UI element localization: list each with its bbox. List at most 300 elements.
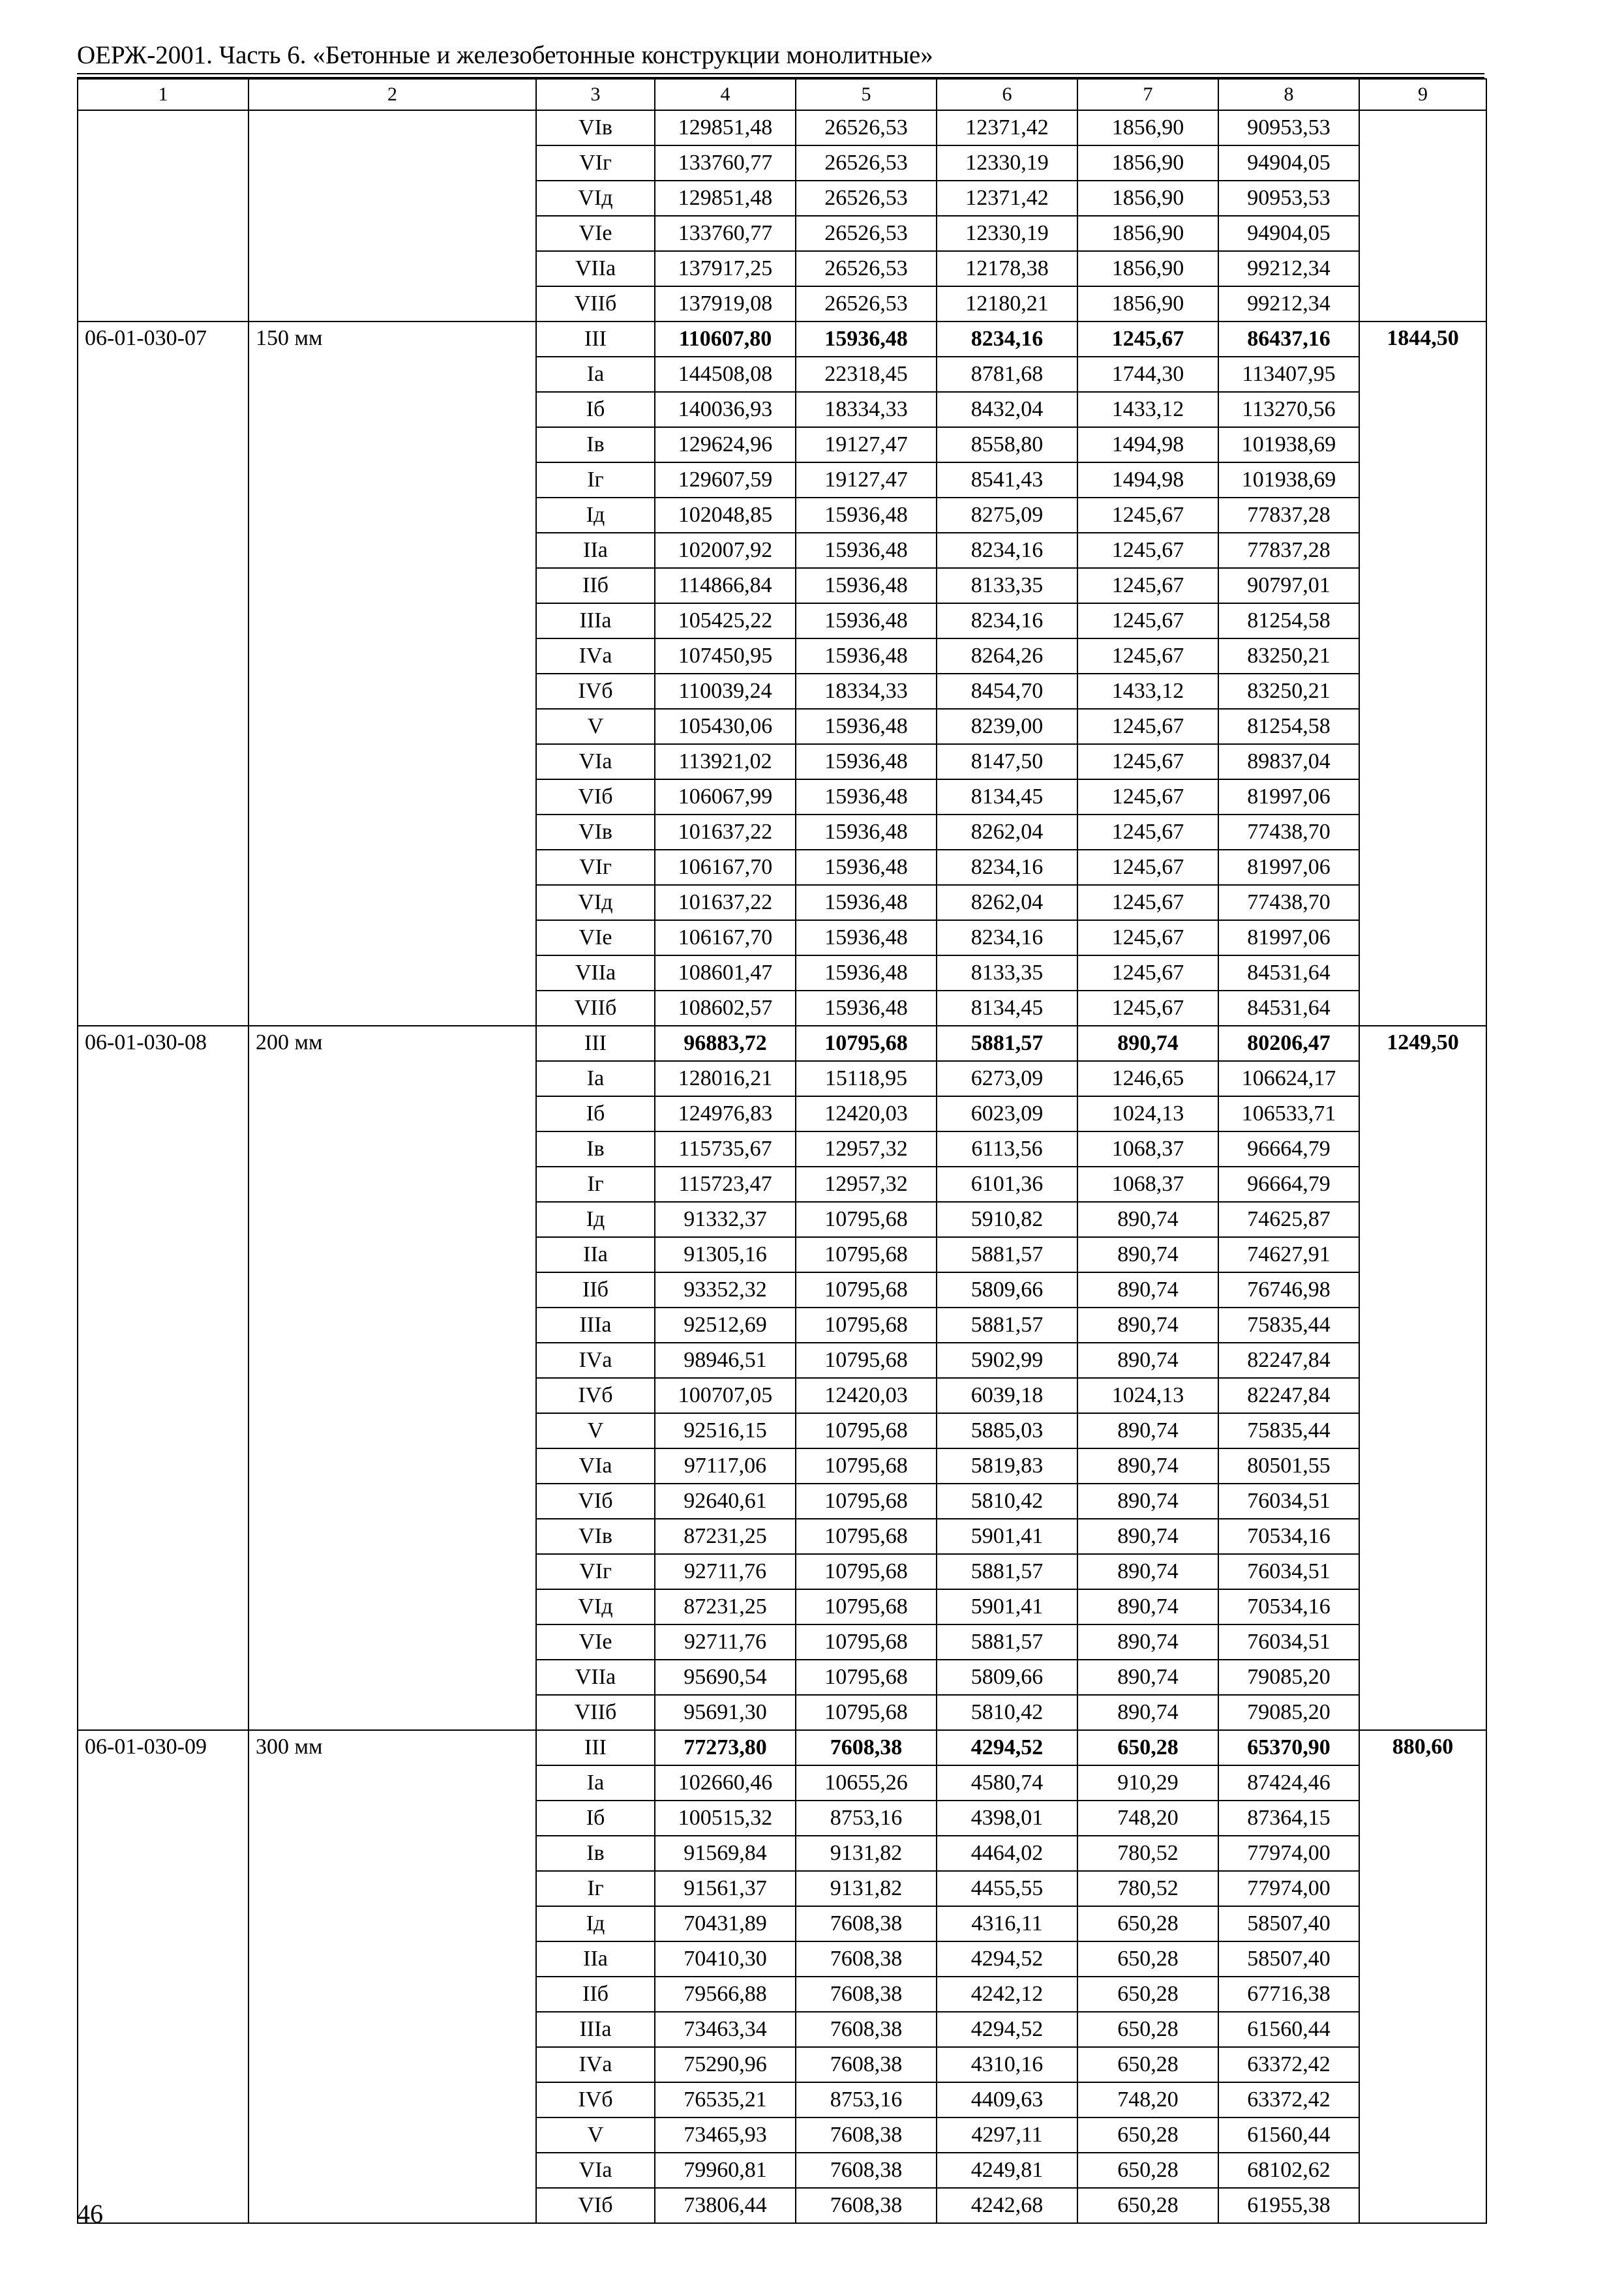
- value-cell: 10795,68: [796, 1624, 937, 1660]
- value-cell: 74625,87: [1218, 1202, 1359, 1237]
- zone-cell: VIIб: [536, 991, 655, 1026]
- zone-cell: VIв: [536, 110, 655, 145]
- value-cell: 84531,64: [1218, 991, 1359, 1026]
- zone-cell: VIг: [536, 850, 655, 885]
- value-cell: 76034,51: [1218, 1484, 1359, 1519]
- value-cell: 137919,08: [655, 286, 796, 322]
- value-cell: 8262,04: [937, 815, 1077, 850]
- value-cell: 10795,68: [796, 1660, 937, 1695]
- zone-cell: Iг: [536, 1167, 655, 1202]
- zone-cell: III: [536, 322, 655, 357]
- value-cell: 8753,16: [796, 2082, 937, 2117]
- value-cell: 113270,56: [1218, 392, 1359, 427]
- value-cell: 80206,47: [1218, 1026, 1359, 1061]
- value-cell: 8454,70: [937, 674, 1077, 709]
- value-cell: 4294,52: [937, 2012, 1077, 2047]
- value-cell: 8781,68: [937, 357, 1077, 392]
- value-cell: 87364,15: [1218, 1801, 1359, 1836]
- zone-cell: VIIа: [536, 1660, 655, 1695]
- value-cell: 7608,38: [796, 2117, 937, 2153]
- value-cell: 10795,68: [796, 1448, 937, 1484]
- value-cell: 5902,99: [937, 1343, 1077, 1378]
- value-cell: 1245,67: [1077, 638, 1218, 674]
- value-cell: 81997,06: [1218, 850, 1359, 885]
- value-cell: 81254,58: [1218, 603, 1359, 638]
- value-cell: 92640,61: [655, 1484, 796, 1519]
- zone-cell: Iа: [536, 357, 655, 392]
- value-cell: 70431,89: [655, 1906, 796, 1941]
- zone-cell: IIб: [536, 1272, 655, 1308]
- column-number-cell: 8: [1218, 79, 1359, 110]
- value-cell: 108601,47: [655, 955, 796, 991]
- value-cell: 890,74: [1077, 1308, 1218, 1343]
- value-cell: 12420,03: [796, 1378, 937, 1413]
- zone-cell: Iа: [536, 1061, 655, 1096]
- value-cell: 890,74: [1077, 1695, 1218, 1730]
- value-cell: 129607,59: [655, 462, 796, 498]
- value-cell: 73463,34: [655, 2012, 796, 2047]
- column-number-cell: 3: [536, 79, 655, 110]
- value-cell: 7608,38: [796, 2153, 937, 2188]
- value-cell: 890,74: [1077, 1484, 1218, 1519]
- zone-cell: IIIа: [536, 603, 655, 638]
- value-cell: 4294,52: [937, 1730, 1077, 1765]
- value-cell: 98946,51: [655, 1343, 796, 1378]
- column-number-cell: 4: [655, 79, 796, 110]
- value-cell: 77837,28: [1218, 498, 1359, 533]
- value-cell: 115735,67: [655, 1131, 796, 1167]
- value-cell: 129851,48: [655, 181, 796, 216]
- value-cell: 8264,26: [937, 638, 1077, 674]
- value-cell: 75835,44: [1218, 1308, 1359, 1343]
- value-cell: 1245,67: [1077, 991, 1218, 1026]
- zone-cell: IVа: [536, 2047, 655, 2082]
- value-cell: 10795,68: [796, 1237, 937, 1272]
- zone-cell: VIб: [536, 1484, 655, 1519]
- value-cell: 10795,68: [796, 1484, 937, 1519]
- zone-cell: VIд: [536, 885, 655, 920]
- value-cell: 75290,96: [655, 2047, 796, 2082]
- value-cell: 105425,22: [655, 603, 796, 638]
- value-cell: 15936,48: [796, 322, 937, 357]
- value-cell: 22318,45: [796, 357, 937, 392]
- value-cell: 4249,81: [937, 2153, 1077, 2188]
- value-cell: 91332,37: [655, 1202, 796, 1237]
- value-cell: 1856,90: [1077, 181, 1218, 216]
- table-body: [78, 79, 1486, 2223]
- zone-cell: V: [536, 1413, 655, 1448]
- value-cell: 26526,53: [796, 110, 937, 145]
- value-cell: 1245,67: [1077, 850, 1218, 885]
- column-number-cell: 7: [1077, 79, 1218, 110]
- rate-code-cell: [78, 110, 248, 322]
- zone-cell: Iв: [536, 1131, 655, 1167]
- value-cell: 650,28: [1077, 2047, 1218, 2082]
- value-cell: 7608,38: [796, 2012, 937, 2047]
- value-cell: 15936,48: [796, 744, 937, 779]
- zone-cell: III: [536, 1730, 655, 1765]
- zone-cell: VIг: [536, 145, 655, 181]
- value-cell: 99212,34: [1218, 251, 1359, 286]
- value-cell: 133760,77: [655, 216, 796, 251]
- value-cell: 5809,66: [937, 1660, 1077, 1695]
- value-cell: 79566,88: [655, 1977, 796, 2012]
- value-cell: 133760,77: [655, 145, 796, 181]
- value-cell: 102660,46: [655, 1765, 796, 1801]
- value-cell: 7608,38: [796, 2188, 937, 2223]
- value-cell: 890,74: [1077, 1343, 1218, 1378]
- value-cell: 15936,48: [796, 955, 937, 991]
- value-cell: 105430,06: [655, 709, 796, 744]
- value-cell: 8239,00: [937, 709, 1077, 744]
- value-cell: 1245,67: [1077, 744, 1218, 779]
- column-number-row: [78, 79, 1486, 110]
- zone-cell: IIа: [536, 1237, 655, 1272]
- value-cell: 1245,67: [1077, 709, 1218, 744]
- value-cell: 650,28: [1077, 1906, 1218, 1941]
- value-cell: 1245,67: [1077, 533, 1218, 568]
- value-cell: 5881,57: [937, 1624, 1077, 1660]
- value-cell: 113921,02: [655, 744, 796, 779]
- value-cell: 15936,48: [796, 533, 937, 568]
- value-cell: 650,28: [1077, 2188, 1218, 2223]
- value-cell: 8234,16: [937, 920, 1077, 955]
- header-rule-top: [77, 73, 1484, 74]
- value-cell: 75835,44: [1218, 1413, 1359, 1448]
- value-cell: 76034,51: [1218, 1624, 1359, 1660]
- zone-cell: IIIа: [536, 1308, 655, 1343]
- value-cell: 1245,67: [1077, 603, 1218, 638]
- zone-cell: VIб: [536, 779, 655, 815]
- value-cell: 650,28: [1077, 1730, 1218, 1765]
- value-cell: 1245,67: [1077, 920, 1218, 955]
- value-cell: 5881,57: [937, 1554, 1077, 1589]
- value-cell: 129851,48: [655, 110, 796, 145]
- zone-cell: VIа: [536, 1448, 655, 1484]
- zone-cell: Iв: [536, 427, 655, 462]
- value-cell: 9131,82: [796, 1871, 937, 1906]
- value-cell: 9131,82: [796, 1836, 937, 1871]
- value-cell: 4310,16: [937, 2047, 1077, 2082]
- value-cell: 4297,11: [937, 2117, 1077, 2153]
- value-cell: 15936,48: [796, 638, 937, 674]
- zone-cell: VIIа: [536, 955, 655, 991]
- value-cell: 890,74: [1077, 1589, 1218, 1624]
- value-cell: 4409,63: [937, 2082, 1077, 2117]
- value-cell: 6023,09: [937, 1096, 1077, 1131]
- value-cell: 79085,20: [1218, 1695, 1359, 1730]
- value-cell: 15936,48: [796, 815, 937, 850]
- value-cell: 8432,04: [937, 392, 1077, 427]
- value-cell: 8234,16: [937, 533, 1077, 568]
- value-cell: 8147,50: [937, 744, 1077, 779]
- value-cell: 92711,76: [655, 1624, 796, 1660]
- value-cell: 26526,53: [796, 145, 937, 181]
- value-cell: 26526,53: [796, 216, 937, 251]
- value-cell: 12371,42: [937, 110, 1077, 145]
- zone-cell: IVа: [536, 1343, 655, 1378]
- value-cell: 95691,30: [655, 1695, 796, 1730]
- zone-cell: IVб: [536, 2082, 655, 2117]
- value-cell: 73465,93: [655, 2117, 796, 2153]
- value-cell: 7608,38: [796, 1941, 937, 1977]
- value-cell: 110607,80: [655, 322, 796, 357]
- zone-cell: VIа: [536, 2153, 655, 2188]
- zone-cell: IIIа: [536, 2012, 655, 2047]
- table-row: [78, 1730, 1486, 1765]
- value-cell: 115723,47: [655, 1167, 796, 1202]
- value-cell: 5881,57: [937, 1026, 1077, 1061]
- value-cell: 15936,48: [796, 920, 937, 955]
- value-cell: 93352,32: [655, 1272, 796, 1308]
- zone-cell: VIIб: [536, 1695, 655, 1730]
- value-cell: 4294,52: [937, 1941, 1077, 1977]
- column-9-cell: [1359, 1026, 1486, 1730]
- zone-cell: VIг: [536, 1554, 655, 1589]
- value-cell: 26526,53: [796, 286, 937, 322]
- value-cell: 1245,67: [1077, 885, 1218, 920]
- value-cell: 95690,54: [655, 1660, 796, 1695]
- value-cell: 1494,98: [1077, 462, 1218, 498]
- value-cell: 8234,16: [937, 850, 1077, 885]
- value-cell: 6113,56: [937, 1131, 1077, 1167]
- column-9-value: 1249,50: [1387, 1030, 1459, 1055]
- value-cell: 1068,37: [1077, 1131, 1218, 1167]
- value-cell: 87231,25: [655, 1519, 796, 1554]
- column-number-cell: 2: [248, 79, 536, 110]
- value-cell: 12957,32: [796, 1167, 937, 1202]
- value-cell: 12180,21: [937, 286, 1077, 322]
- value-cell: 26526,53: [796, 251, 937, 286]
- value-cell: 108602,57: [655, 991, 796, 1026]
- value-cell: 67716,38: [1218, 1977, 1359, 2012]
- value-cell: 80501,55: [1218, 1448, 1359, 1484]
- value-cell: 10795,68: [796, 1026, 937, 1061]
- value-cell: 1024,13: [1077, 1096, 1218, 1131]
- value-cell: 58507,40: [1218, 1906, 1359, 1941]
- value-cell: 10795,68: [796, 1202, 937, 1237]
- rate-code-cell: 06-01-030-07: [78, 322, 248, 1026]
- value-cell: 94904,05: [1218, 145, 1359, 181]
- value-cell: 1245,67: [1077, 322, 1218, 357]
- value-cell: 18334,33: [796, 392, 937, 427]
- value-cell: 10795,68: [796, 1343, 937, 1378]
- value-cell: 79085,20: [1218, 1660, 1359, 1695]
- value-cell: 94904,05: [1218, 216, 1359, 251]
- value-cell: 82247,84: [1218, 1378, 1359, 1413]
- table-row: [78, 110, 1486, 145]
- value-cell: 890,74: [1077, 1272, 1218, 1308]
- value-cell: 5881,57: [937, 1237, 1077, 1272]
- value-cell: 1245,67: [1077, 955, 1218, 991]
- value-cell: 650,28: [1077, 1941, 1218, 1977]
- value-cell: 10795,68: [796, 1554, 937, 1589]
- value-cell: 10795,68: [796, 1272, 937, 1308]
- value-cell: 1245,67: [1077, 568, 1218, 603]
- value-cell: 113407,95: [1218, 357, 1359, 392]
- zone-cell: V: [536, 709, 655, 744]
- column-9-cell: [1359, 110, 1486, 322]
- value-cell: 7608,38: [796, 1906, 937, 1941]
- value-cell: 92516,15: [655, 1413, 796, 1448]
- rate-code-cell: 06-01-030-09: [78, 1730, 248, 2223]
- value-cell: 5810,42: [937, 1484, 1077, 1519]
- value-cell: 10795,68: [796, 1695, 937, 1730]
- value-cell: 1856,90: [1077, 286, 1218, 322]
- value-cell: 102007,92: [655, 533, 796, 568]
- value-cell: 748,20: [1077, 2082, 1218, 2117]
- zone-cell: V: [536, 2117, 655, 2153]
- value-cell: 140036,93: [655, 392, 796, 427]
- value-cell: 81997,06: [1218, 779, 1359, 815]
- zone-cell: Iг: [536, 462, 655, 498]
- value-cell: 650,28: [1077, 1977, 1218, 2012]
- column-number-cell: 5: [796, 79, 937, 110]
- value-cell: 81254,58: [1218, 709, 1359, 744]
- value-cell: 5881,57: [937, 1308, 1077, 1343]
- zone-cell: Iб: [536, 392, 655, 427]
- zone-cell: Iг: [536, 1871, 655, 1906]
- value-cell: 63372,42: [1218, 2082, 1359, 2117]
- value-cell: 101637,22: [655, 815, 796, 850]
- value-cell: 15936,48: [796, 991, 937, 1026]
- value-cell: 1856,90: [1077, 216, 1218, 251]
- value-cell: 8541,43: [937, 462, 1077, 498]
- value-cell: 77438,70: [1218, 885, 1359, 920]
- value-cell: 780,52: [1077, 1836, 1218, 1871]
- zone-cell: VIд: [536, 1589, 655, 1624]
- value-cell: 96664,79: [1218, 1131, 1359, 1167]
- zone-cell: IIа: [536, 1941, 655, 1977]
- value-cell: 7608,38: [796, 1977, 937, 2012]
- value-cell: 18334,33: [796, 674, 937, 709]
- zone-cell: III: [536, 1026, 655, 1061]
- value-cell: 106167,70: [655, 920, 796, 955]
- value-cell: 4242,68: [937, 2188, 1077, 2223]
- value-cell: 90953,53: [1218, 181, 1359, 216]
- zone-cell: VIе: [536, 216, 655, 251]
- value-cell: 90797,01: [1218, 568, 1359, 603]
- value-cell: 65370,90: [1218, 1730, 1359, 1765]
- value-cell: 76034,51: [1218, 1554, 1359, 1589]
- value-cell: 77974,00: [1218, 1836, 1359, 1871]
- value-cell: 12330,19: [937, 216, 1077, 251]
- value-cell: 5885,03: [937, 1413, 1077, 1448]
- value-cell: 1856,90: [1077, 145, 1218, 181]
- value-cell: 63372,42: [1218, 2047, 1359, 2082]
- value-cell: 92512,69: [655, 1308, 796, 1343]
- value-cell: 890,74: [1077, 1237, 1218, 1272]
- zone-cell: VIв: [536, 1519, 655, 1554]
- column-9-value: 1844,50: [1387, 326, 1459, 350]
- value-cell: 8275,09: [937, 498, 1077, 533]
- value-cell: 73806,44: [655, 2188, 796, 2223]
- value-cell: 890,74: [1077, 1413, 1218, 1448]
- value-cell: 5901,41: [937, 1519, 1077, 1554]
- value-cell: 6101,36: [937, 1167, 1077, 1202]
- value-cell: 12330,19: [937, 145, 1077, 181]
- value-cell: 83250,21: [1218, 638, 1359, 674]
- value-cell: 8134,45: [937, 991, 1077, 1026]
- value-cell: 137917,25: [655, 251, 796, 286]
- value-cell: 110039,24: [655, 674, 796, 709]
- value-cell: 77837,28: [1218, 533, 1359, 568]
- value-cell: 890,74: [1077, 1624, 1218, 1660]
- thickness-cell: 300 мм: [248, 1730, 536, 2223]
- value-cell: 10795,68: [796, 1519, 937, 1554]
- value-cell: 10795,68: [796, 1589, 937, 1624]
- zone-cell: VIе: [536, 920, 655, 955]
- column-number-cell: 6: [937, 79, 1077, 110]
- zone-cell: VIа: [536, 744, 655, 779]
- value-cell: 1068,37: [1077, 1167, 1218, 1202]
- column-9-cell: [1359, 322, 1486, 1026]
- value-cell: 68102,62: [1218, 2153, 1359, 2188]
- value-cell: 101938,69: [1218, 427, 1359, 462]
- value-cell: 76535,21: [655, 2082, 796, 2117]
- value-cell: 1246,65: [1077, 1061, 1218, 1096]
- value-cell: 7608,38: [796, 2047, 937, 2082]
- zone-cell: VIIб: [536, 286, 655, 322]
- value-cell: 1433,12: [1077, 392, 1218, 427]
- value-cell: 84531,64: [1218, 955, 1359, 991]
- value-cell: 128016,21: [655, 1061, 796, 1096]
- thickness-cell: 200 мм: [248, 1026, 536, 1730]
- value-cell: 15936,48: [796, 850, 937, 885]
- value-cell: 129624,96: [655, 427, 796, 462]
- value-cell: 96664,79: [1218, 1167, 1359, 1202]
- value-cell: 106533,71: [1218, 1096, 1359, 1131]
- value-cell: 10795,68: [796, 1413, 937, 1448]
- value-cell: 4242,12: [937, 1977, 1077, 2012]
- value-cell: 77438,70: [1218, 815, 1359, 850]
- value-cell: 8753,16: [796, 1801, 937, 1836]
- value-cell: 8558,80: [937, 427, 1077, 462]
- zone-cell: VIе: [536, 1624, 655, 1660]
- value-cell: 106167,70: [655, 850, 796, 885]
- zone-cell: IIа: [536, 533, 655, 568]
- value-cell: 83250,21: [1218, 674, 1359, 709]
- value-cell: 4580,74: [937, 1765, 1077, 1801]
- table-row: [78, 1026, 1486, 1061]
- value-cell: 8133,35: [937, 568, 1077, 603]
- zone-cell: Iд: [536, 1906, 655, 1941]
- value-cell: 100707,05: [655, 1378, 796, 1413]
- column-9-cell: [1359, 1730, 1486, 2223]
- value-cell: 1744,30: [1077, 357, 1218, 392]
- value-cell: 1245,67: [1077, 498, 1218, 533]
- value-cell: 70410,30: [655, 1941, 796, 1977]
- value-cell: 1856,90: [1077, 251, 1218, 286]
- zone-cell: VIб: [536, 2188, 655, 2223]
- zone-cell: Iд: [536, 1202, 655, 1237]
- value-cell: 1433,12: [1077, 674, 1218, 709]
- zone-cell: VIв: [536, 815, 655, 850]
- zone-cell: IVб: [536, 1378, 655, 1413]
- value-cell: 89837,04: [1218, 744, 1359, 779]
- value-cell: 12420,03: [796, 1096, 937, 1131]
- table-row: [78, 322, 1486, 357]
- value-cell: 107450,95: [655, 638, 796, 674]
- value-cell: 58507,40: [1218, 1941, 1359, 1977]
- value-cell: 19127,47: [796, 462, 937, 498]
- value-cell: 106067,99: [655, 779, 796, 815]
- zone-cell: Iв: [536, 1836, 655, 1871]
- value-cell: 650,28: [1077, 2153, 1218, 2188]
- value-cell: 114866,84: [655, 568, 796, 603]
- value-cell: 4455,55: [937, 1871, 1077, 1906]
- value-cell: 96883,72: [655, 1026, 796, 1061]
